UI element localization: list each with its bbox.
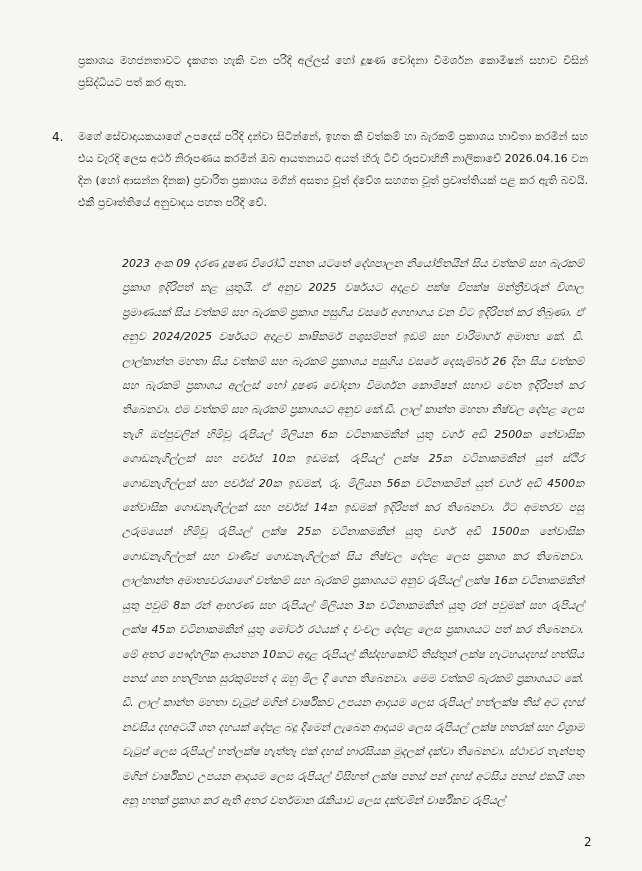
intro-paragraph: ප්‍රකාශය මහජනතාවට දැකගත හැකි වන පරිදි අල්ලස් හෝ දූෂණ චෝදනා විමර්ශන කොමිෂන් සභාව විසින් ප්‍රසිද්ධියට පත් කර ඇත. <box>78 54 588 89</box>
paragraph-text: මගේ සේවාදායකයාගේ උපදෙස් පරිදි දන්වා සිටින්නේ, ඉහත කී වත්කම් හා බැරකම් ප්‍රකාශය භාවිතා කරමින් සහ එය වැරදි ලෙස අර්ථ නිරූපණය කරමින් ඔබ ආයතනයට අයත් හිරු ටීවී රූපවාහිනී නාලිකාවේ 2026.04.16 වන දින (හෝ ආසන්න දිනක) ප්‍රචාරිත ප්‍රකාශය මගින් අසත්‍ය වූත් ද්වේශ සහගත වූත් ප්‍රවෘත්තියක් පළ කර ඇති බවයි. එකී ප්‍රවෘත්තියේ අනුවාදය පහත පරිදි වේ. <box>78 130 588 209</box>
quoted-news-text: 2023 අංක 09 දරණ දූෂණ විරෝධී පනත යටතේ දේශපාලන නියෝජිතයින් සිය වත්කම් සහ බැරකම් ප්‍රකාශ ඉදිරිපත් කළ යුතුයි. ඒ අනුව 2025 වර්ෂයට අදාළව පක්ෂ විපක්ෂ මන්ත්‍රීවරුන් විශාල ප්‍රමාණයක් සිය වත්කම් සහ බැරකම් ප්‍රකාශ පසුගිය වසරේ අගභාගය වන විට ඉදිරිපත් කර තිබුණා. ඒ අනුව 2024/2025 වර්ෂයට අදාළව කෘෂිකර්ම පශුසම්පත් ඉඩම් සහ වාරිමාර්ග අමාත්‍ය කේ. ඩී. ලාල්කාන්ත මහතා සිය වත්කම් සහ බැරකම් ප්‍රකාශය පසුගිය වසරේ දෙසැම්බර් 26 දින සිය වත්කම් සහ බැරකම් ප්‍රකාශය අල්ලස් හෝ දූෂණ චෝදනා විමර්ශන කොමිෂන් සභාව වෙත ඉදිරිපත් කර තිබෙනවා. එම වත්කම් සහ බැරකම් ප්‍රකාශයට අනුව කේ.ඩී. ලාල් කාන්ත මහතා නිෂ්චල දේපළ ලෙස තැගි ඔප්පුවලින් හිමිවූ රුපියල් මිලියන 6ක වටිනාකමකින් යුතු වර්ග අඩි 2500ක නේවාසික ගොඩනැගිල්ලක් සහ පර්චස් 10ක ඉඩමක්, රුපියල් ලක්ෂ 25ක වටිනාකමකින් යුත් ස්ථිර ගොඩනැගිල්ලක් සහ පර්චස් 20ක ඉඩමක්, රු. මිලියන 56ක වටිනාකමින් යුත් වර්ග අඩි 4500ක නේවාසික ගොඩනැගිල්ලක් සහ පර්චස් 14ක ඉඩමක් ඉදිරිපත් කර තිබෙනවා. ඊට අමතරව පසු උරුමයෙන් හිමිවූ රුපියල් ලක්ෂ 25ක වටිනාකමකින් යුතු වර්ග අඩි 1500ක නේවාසික ගොඩනැගිල්ලක් සහ වාණිජ ගොඩනැගිල්ලක් සිය නිෂ්චල දේපළ ලෙස ප්‍රකාශ කර තිබෙනවා. ලාල්කාන්ත අමාත්‍යවරයාගේ වත්කම් සහ බැරකම් ප්‍රකාශයට අනුව රුපියල් ලක්ෂ 16ක වටිනාකමකින් යුතු පවුම් 8ක රන් ආභරණ සහ රුපියල් මිලියන 3ක වටිනාකමකින් යුතු රන් පවුමක් සහ රුපියල් ලක්ෂ 45ක වටිනාකමකින් යුතු මෝටර් රථයක් ද චංචල දේපළ ලෙස ප්‍රකාශයට පත් කර තිබෙනවා. මේ අතර පෞද්ගලික ආයතන 10කට අදාළ රුපියල් කිස්දහකෝටි තිස්තුන් ලක්ෂ හැටහයදහස් හත්සිය පනස් ශත හතලිහක සුරකුම්පත් ද ඔහු මිල දී ගෙන තිබෙනවා. මෙම වත්කම් බැරකම් ප්‍රකාශයට කේ. ඩී. ලාල් කාන්ත මහතා වැටුප් මගින් වාර්ෂිකව උපයන ආදායම ලෙස රුපියල් හත්ලක්ෂ තිස් අට දහස් නවසිය දහඅටයි ශත දහයක් දේපළ බදු දීමෙන් ලැබෙන ආදායම ලෙස රුපියල් ලක්ෂ හතරක් සහ විශ්‍රාම වැටුප් ලෙස රුපියල් හත්ලක්ෂ හැත්තෑ එක් දහස් හාරසියක මුදලක් දක්වා තිබෙනවා. ස්ථාවර තැන්පතු මගින් වාර්ෂිකව උපයන ආදායම ලෙස රුපියල් විසිහත් ලක්ෂ පනස් පන් දහස් අටසිය පනස් එකයි ශත අනූ හතක් ප්‍රකාශ කර ඇති අතර වර්තමාන රැකියාව ලෙස දක්වමින් වාර්ෂිකව රුපියල් <box>122 257 584 807</box>
numbered-paragraph-4 <box>52 126 588 214</box>
paragraph-number: 4. <box>52 130 64 144</box>
page-number: 2 <box>584 835 592 849</box>
